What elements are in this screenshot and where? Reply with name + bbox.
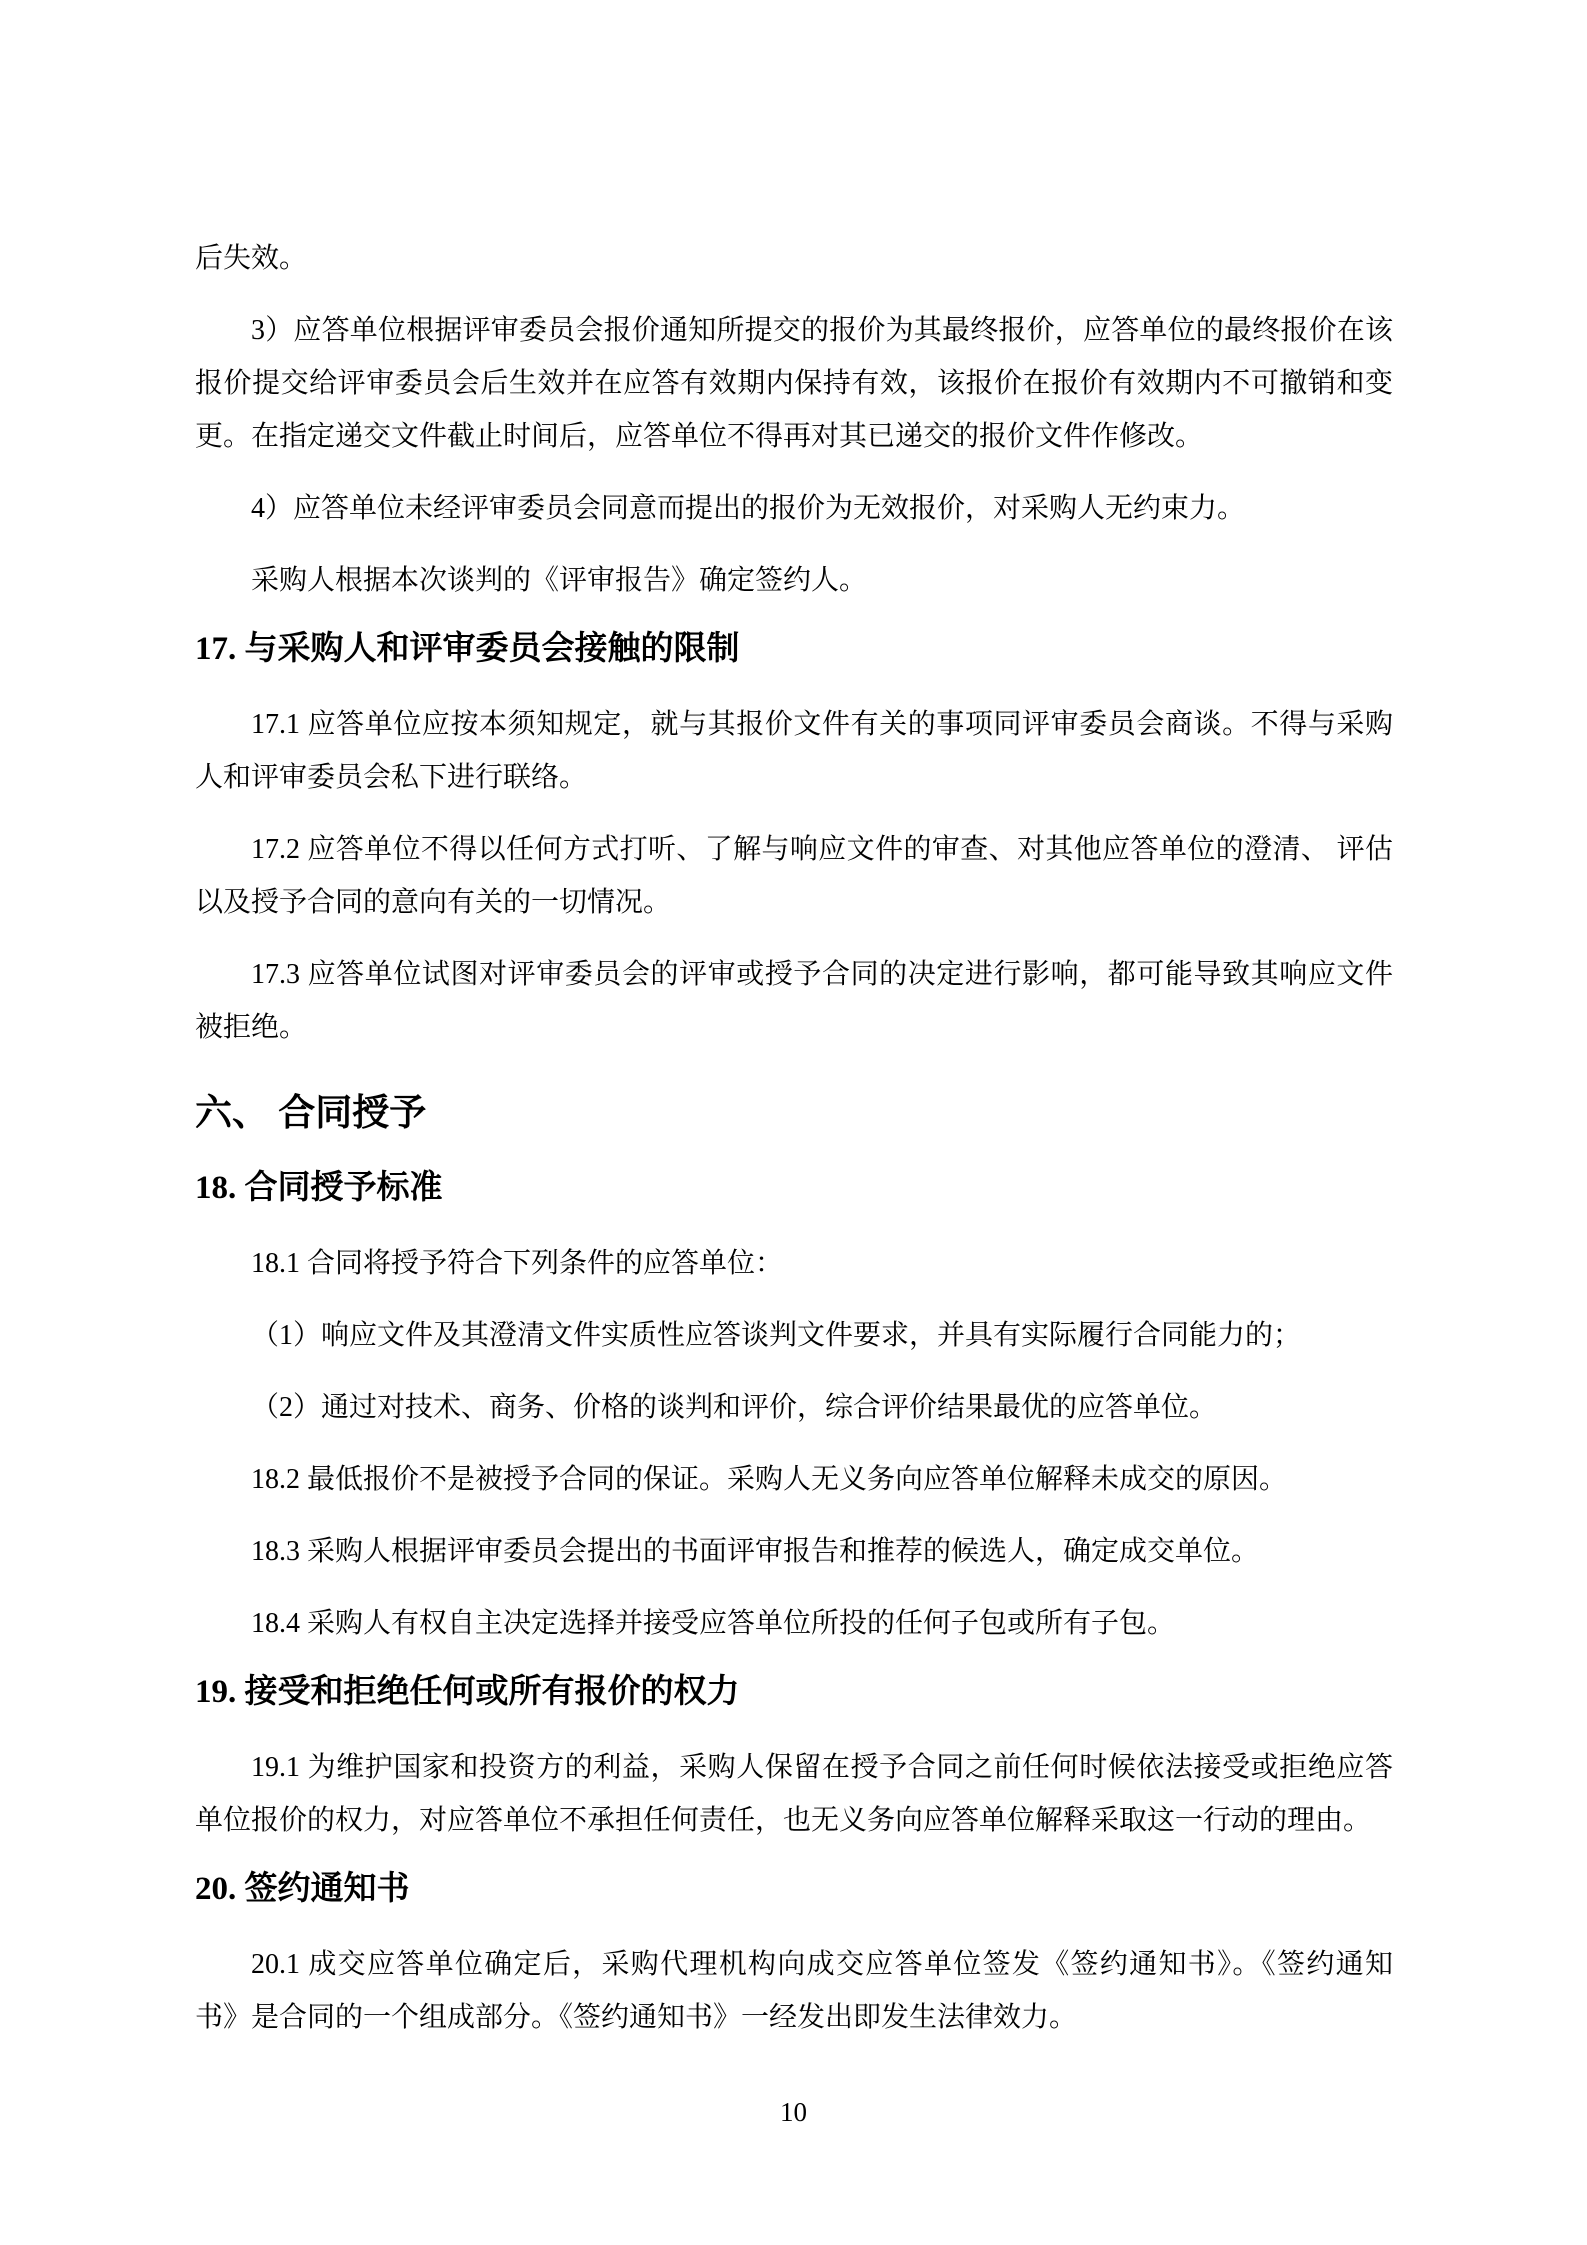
paragraph [195,304,1393,463]
paragraph [195,1453,1393,1506]
paragraph [195,482,1393,535]
document-body [195,232,1393,2044]
text-line: 17.3 应答单位试图对评审委员会的评审或授予合同的决定进行影响，都可能导致其响应文件 [251,959,1393,990]
paragraph [195,554,1393,607]
paragraph [195,1525,1393,1578]
page-number: 10 [780,2097,807,2127]
text-line: 六、 合同授予 [195,1093,427,1134]
paragraph [195,948,1393,1054]
text-line: 17.1 应答单位应按本须知规定，就与其报价文件有关的事项同评审委员会商谈。不得与采购 [251,709,1393,740]
section-heading [195,619,1393,679]
text-line: 单位报价的权力，对应答单位不承担任何责任，也无义务向应答单位解释采取这一行动的理由。 [195,1805,1372,1836]
paragraph [195,1309,1393,1362]
text-line: 采购人根据本次谈判的《评审报告》确定签约人。 [251,565,868,596]
section-heading [195,1859,1393,1919]
text-line: 3）应答单位根据评审委员会报价通知所提交的报价为其最终报价，应答单位的最终报价在该 [251,315,1393,346]
text-line: 书》是合同的一个组成部分。《签约通知书》一经发出即发生法律效力。 [195,2002,1078,2033]
section-heading [195,1158,1393,1218]
text-line: 后失效。 [195,243,308,274]
paragraph [195,1741,1393,1847]
text-line: 18.1 合同将授予符合下列条件的应答单位： [251,1248,784,1279]
paragraph [195,232,1393,285]
text-line: 17. 与采购人和评审委员会接触的限制 [195,631,740,667]
paragraph [195,823,1393,929]
paragraph [195,1938,1393,2044]
section-heading [195,1082,1393,1146]
text-line: 被拒绝。 [195,1012,308,1043]
text-line: 更。在指定递交文件截止时间后，应答单位不得再对其已递交的报价文件作修改。 [195,421,1204,452]
paragraph [195,1237,1393,1290]
text-line: 19. 接受和拒绝任何或所有报价的权力 [195,1674,740,1710]
text-line: 报价提交给评审委员会后生效并在应答有效期内保持有效，该报价在报价有效期内不可撤销和变 [195,368,1393,399]
text-line: 20. 签约通知书 [195,1871,410,1907]
text-line: 以及授予合同的意向有关的一切情况。 [195,887,672,918]
text-line: 18.4 采购人有权自主决定选择并接受应答单位所投的任何子包或所有子包。 [251,1608,1176,1639]
text-line: 18.2 最低报价不是被授予合同的保证。采购人无义务向应答单位解释未成交的原因。 [251,1464,1288,1495]
text-line: （2）通过对技术、商务、价格的谈判和评价，综合评价结果最优的应答单位。 [251,1392,1218,1423]
text-line: 18.3 采购人根据评审委员会提出的书面评审报告和推荐的候选人，确定成交单位。 [251,1536,1260,1567]
text-line: （1）响应文件及其澄清文件实质性应答谈判文件要求，并具有实际履行合同能力的； [251,1320,1302,1351]
text-line: 4）应答单位未经评审委员会同意而提出的报价为无效报价，对采购人无约束力。 [251,493,1246,524]
paragraph [195,1597,1393,1650]
text-line: 19.1 为维护国家和投资方的利益，采购人保留在授予合同之前任何时候依法接受或拒绝应答 [251,1752,1393,1783]
text-line: 17.2 应答单位不得以任何方式打听、了解与响应文件的审查、对其他应答单位的澄清、 评估 [251,834,1393,865]
section-heading [195,1662,1393,1722]
text-line: 18. 合同授予标准 [195,1170,443,1206]
paragraph [195,1381,1393,1434]
paragraph [195,698,1393,804]
text-line: 20.1 成交应答单位确定后，采购代理机构向成交应答单位签发《签约通知书》。《签约通知 [251,1949,1393,1980]
text-line: 人和评审委员会私下进行联络。 [195,762,588,793]
